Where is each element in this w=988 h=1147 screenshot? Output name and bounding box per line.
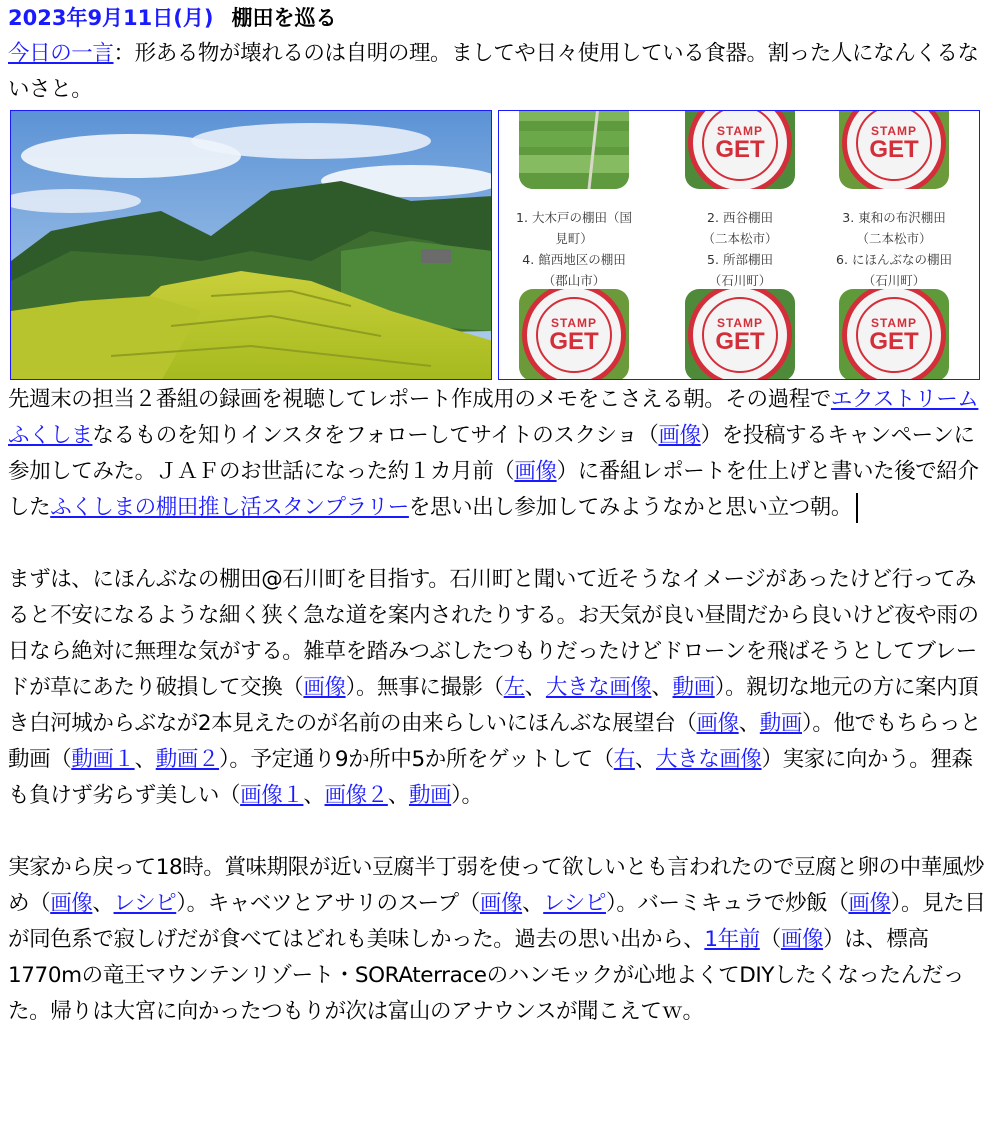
text-cursor [856, 493, 858, 523]
stamp-icon [522, 289, 626, 380]
stamp-caption-6: 6. にほんぶなの棚田 （石川町） [836, 252, 952, 288]
link-image[interactable]: 画像 [303, 675, 346, 700]
stamp-label-small: STAMP [550, 316, 598, 330]
link-large-image[interactable]: 大きな画像 [545, 675, 652, 700]
paragraph-morning: 先週末の担当２番組の録画を視聴してレポート作成用のメモをこさえる朝。その過程でエクストリームふくしまなるものを知りインスタをフォローしてサイトのスクショ（画像）を投稿するキャンペーンに参加してみた。ＪＡＦのお世話になった約１カ月前（画像）に番組レポートを仕上げと書いた後で紹介したふくしまの棚田推し活スタンプラリーを思い出し参加してみようなかと思い立つ朝。 [8, 382, 988, 526]
link-image[interactable]: 画像 [514, 459, 557, 484]
stamp-label-small: STAMP [716, 316, 764, 330]
quote-link[interactable]: 今日の一言 [8, 41, 114, 66]
stamp-cell-2 [685, 110, 795, 189]
link-large-image[interactable]: 大きな画像 [656, 747, 762, 772]
link-video[interactable]: 動画 [759, 711, 802, 736]
link-recipe[interactable]: レシピ [543, 891, 606, 916]
link-image[interactable]: 画像 [696, 711, 739, 736]
paragraph-trip: まずは、にほんぶなの棚田@石川町を目指す。石川町と聞いて近そうなイメージがあったけど行ってみると不安になるような細く狭く急な道を案内されたりする。お天気が良い昼間だから良いけど夜や雨の日なら絶対に無理な気がする。雑草を踏みつぶしたつもりだったけどドローンを飛ばそうとしてブレードが草にあたり破損して交換（画像）。無事に撮影（左、大きな画像、動画）。親切な地元の方に案内頂き白河城からぶなが2本見えたのが名前の由来らしいにほんぶな展望台（画像、動画）。他でもちらっと動画（動画１、動画２）。予定通り9か所中5か所をゲットして（右、大きな画像）実家に向かう。狸森も負けず劣らず美しい（画像１、画像２、動画）。 [8, 567, 982, 808]
entry-title: 棚田を巡る [231, 6, 337, 30]
stamp-label-big: GET [715, 328, 765, 355]
link-one-year-ago[interactable]: 1年前 [704, 927, 760, 952]
link-image[interactable]: 画像 [479, 891, 523, 916]
stamp-label-small: STAMP [716, 124, 764, 138]
link-image[interactable]: 画像 [848, 891, 891, 916]
stamp-label-big: GET [869, 328, 919, 355]
link-right[interactable]: 右 [613, 747, 635, 772]
stamp-label-small: STAMP [870, 124, 918, 138]
link-recipe[interactable]: レシピ [113, 891, 177, 916]
stamp-icon [688, 289, 792, 380]
link-video-1[interactable]: 動画１ [71, 747, 135, 772]
link-left[interactable]: 左 [503, 675, 525, 700]
stamp-label-small: STAMP [870, 316, 918, 330]
stamp-icon [688, 110, 792, 189]
rice-terrace-landscape-image [11, 111, 492, 380]
stamp-caption-4: 4. 館西地区の棚田 （郡山市） [522, 252, 626, 288]
stamp-icon [842, 110, 946, 189]
link-video[interactable]: 動画 [672, 675, 715, 700]
link-video[interactable]: 動画 [408, 783, 452, 808]
aerial-field-icon [519, 110, 629, 189]
stamp-label-big: GET [715, 136, 765, 163]
link-stamp-rally[interactable]: ふくしまの棚田推し活スタンプラリー [50, 495, 409, 520]
link-image[interactable]: 画像 [780, 927, 824, 952]
link-video-2[interactable]: 動画２ [155, 747, 220, 772]
paragraph-dinner: 実家から戻って18時。賞味期限が近い豆腐半丁弱を使って欲しいとも言われたので豆腐と卵の中華風炒め（画像、レシピ）。キャベツとアサリのスープ（画像、レシピ）。バーミキュラで炒飯（画像）。見た目が同色系で寂しげだが食べてはどれも美味しかった。過去の思い出から、1年前（画像）は、標高1770mの竜王マウンテンリゾート・SORAterraceのハンモックが心地よくてDIYしたくなったんだった。帰りは大宮に向かったつもりが次は富山のアナウンスが聞こえてｗ。 [8, 855, 986, 1024]
stamp-caption-5: 5. 所部棚田 （石川町） [707, 252, 773, 288]
stamp-label-big: GET [869, 136, 919, 163]
image-row [8, 108, 988, 382]
quote-text: ：形ある物が壊れるのは自明の理。ましてや日々使用している食器。割った人になんくるないさと。 [8, 41, 979, 102]
stamp-label-big: GET [549, 328, 599, 355]
stamp-cell-6 [839, 289, 949, 380]
rice-terrace-photo[interactable] [10, 110, 492, 380]
entry-date: 2023年9月11日(月) [8, 6, 214, 30]
link-image-1[interactable]: 画像１ [240, 783, 304, 808]
stamp-cell-1 [519, 110, 629, 189]
stamp-rally-screenshot[interactable] [498, 110, 980, 380]
stamp-caption-1: 1. 大木戸の棚田（国 見町） [516, 210, 632, 246]
link-image[interactable]: 画像 [50, 891, 93, 916]
stamp-cell-5 [685, 289, 795, 380]
quote-of-the-day [8, 36, 988, 108]
stamp-cell-3 [839, 110, 949, 189]
stamp-caption-2: 2. 西谷棚田 （二本松市） [702, 210, 778, 246]
link-image[interactable]: 画像 [658, 423, 701, 448]
stamp-cell-4 [519, 289, 629, 380]
stamp-caption-3: 3. 東和の布沢棚田 （二本松市） [842, 210, 946, 246]
link-extreme-fukushima[interactable]: エクストリームふくしま [8, 387, 979, 448]
stamp-icon [842, 289, 946, 380]
link-image-2[interactable]: 画像２ [324, 783, 388, 808]
entry-header [8, 0, 988, 36]
